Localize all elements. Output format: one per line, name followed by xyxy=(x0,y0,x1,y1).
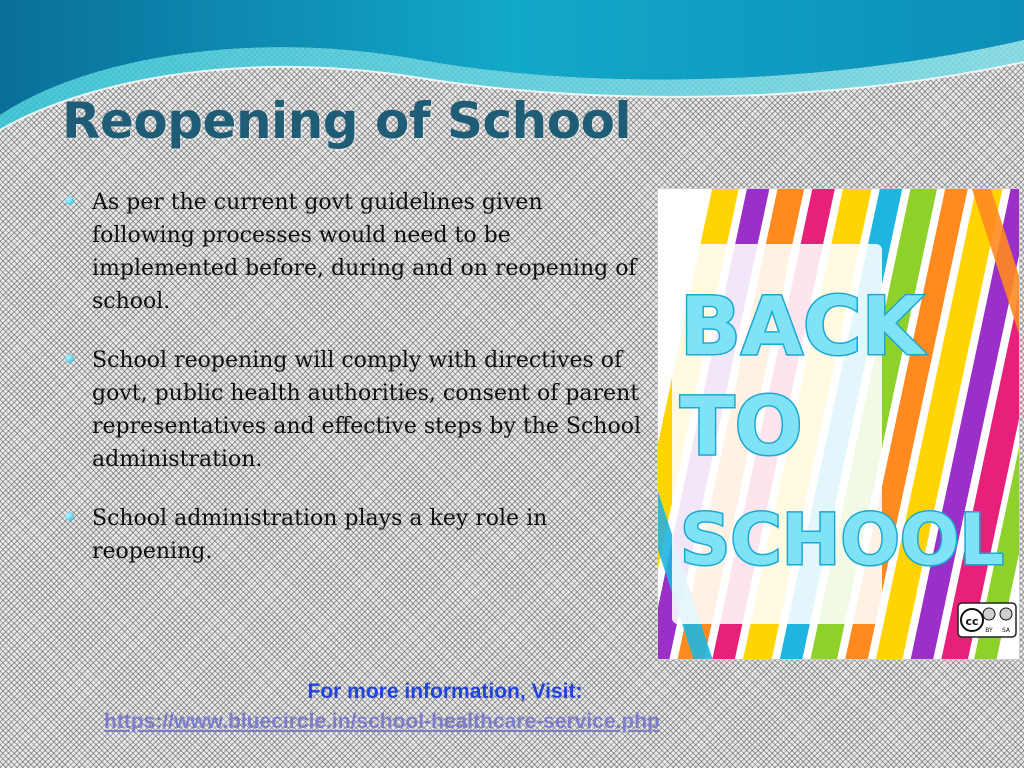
svg-text:SA: SA xyxy=(1001,627,1011,634)
image-text-back: BACK xyxy=(680,280,924,373)
bullet-item xyxy=(60,344,650,476)
svg-text:BY: BY xyxy=(985,627,993,634)
bullet-text: School administration plays a key role in reopening. xyxy=(92,506,548,564)
bullet-text: School reopening will comply with directives of govt, public health authorities, consent of parent representatives and effective steps by the School administration. xyxy=(92,348,642,472)
image-text-school: SCHOOL xyxy=(680,499,1004,581)
slide-title: Reopening of School xyxy=(62,92,632,150)
image-text-to: TO xyxy=(680,380,803,473)
bullet-item xyxy=(60,186,650,318)
bullet-icon xyxy=(65,354,74,363)
back-to-school-image xyxy=(657,188,1020,660)
footer-label: For more information, Visit: xyxy=(307,680,583,703)
bullet-icon xyxy=(65,196,74,205)
bullet-icon xyxy=(65,512,74,521)
back-to-school-illustration xyxy=(658,189,1019,659)
bullet-text: As per the current govt guidelines given following processes would need to be implemented before, during and on reopening of school. xyxy=(92,190,637,314)
bullet-item xyxy=(60,502,650,568)
svg-text:cc: cc xyxy=(965,615,979,628)
bullet-list xyxy=(60,186,650,594)
cc-license-badge xyxy=(958,603,1016,637)
website-link[interactable]: https://www.bluecircle.in/school-healthcare-service.php xyxy=(104,710,660,733)
